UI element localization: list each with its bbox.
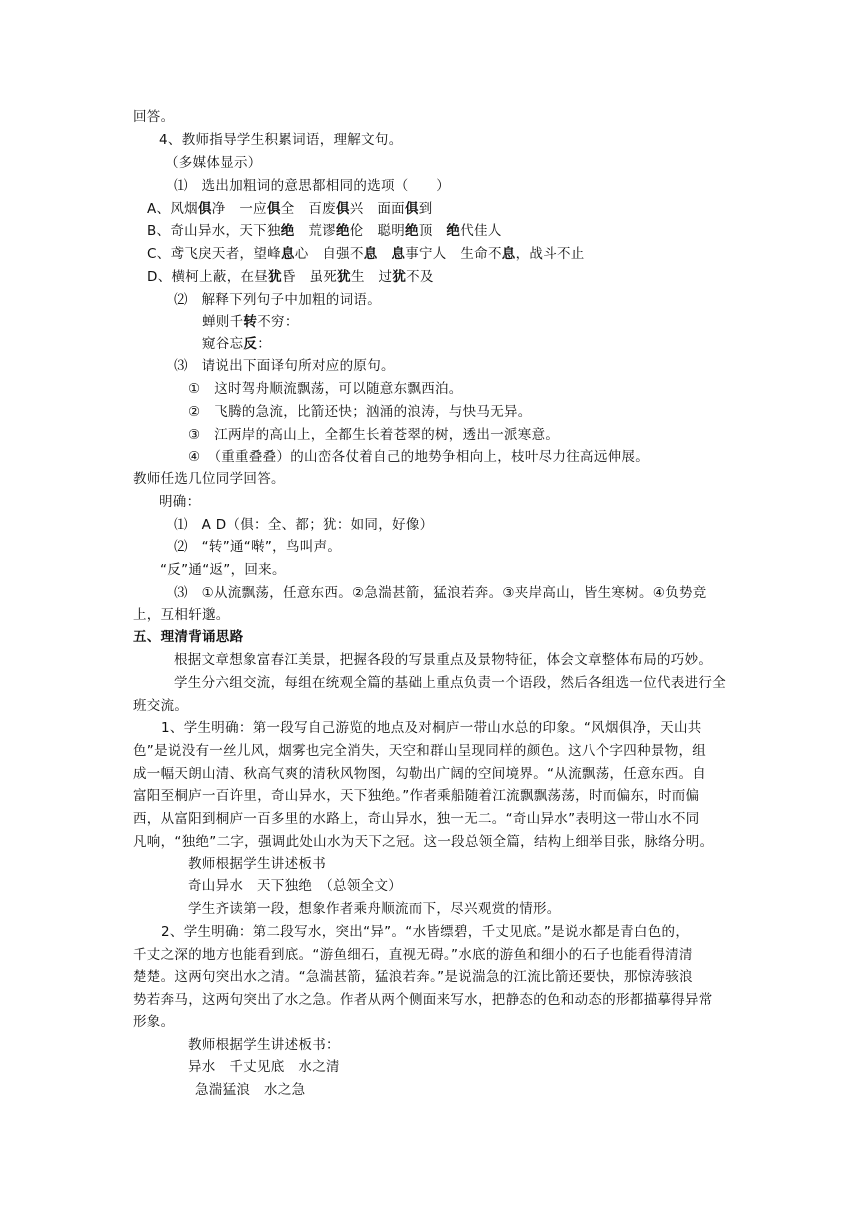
word-item-zhuan: 蝉则千转不穷： (202, 314, 299, 330)
word-item-fan: 窥谷忘反： (202, 336, 272, 352)
paragraph: 学生齐读第一段，想象作者乘舟顺流而下，尽兴观赏的情形。 (188, 901, 561, 917)
option-a: A、风烟俱净 一应俱全 百废俱兴 面面俱到 (147, 201, 433, 217)
paragraph: 1、学生明确：第一段写自己游览的地点及对桐庐一带山水总的印象。“风烟俱净，天山共 (161, 720, 702, 736)
question-2: ⑵ 解释下列句子中加粗的词语。 (174, 292, 381, 308)
answer-2b: “反”通“返”，回来。 (160, 562, 286, 578)
board-note: 奇山异水 天下独绝 （总领全文） (188, 878, 403, 894)
board-note: 异水 千丈见底 水之清 (188, 1059, 340, 1075)
text-line: 教师任选几位同学回答。 (133, 471, 285, 487)
question-1: ⑴ 选出加粗词的意思都相同的选项（ ） (174, 178, 450, 194)
answer-1: ⑴ A D（俱：全、都；犹：如同，好像） (174, 517, 434, 533)
answer-label: 明确： (159, 494, 201, 510)
paragraph-cont: 班交流。 (133, 698, 189, 714)
paragraph-cont: 千丈之深的地方也能看到底。“游鱼细石，直视无碍。”水底的游鱼和细小的石子也能看得清清 (133, 947, 693, 963)
board-note-label: 教师根据学生讲述板书 (188, 856, 326, 872)
multimedia-note: （多媒体显示） (165, 155, 262, 171)
paragraph-cont: 色”是说没有一丝儿风，烟雾也完全消失，天空和群山呈现同样的颜色。这八个字四种景物，组 (133, 743, 707, 759)
sentence-3: ③ 江两岸的高山上，全都生长着苍翠的树，透出一派寒意。 (188, 427, 560, 443)
option-d: D、横柯上蔽，在昼犹昏 虽死犹生 过犹不及 (147, 269, 434, 285)
sentence-2: ② 飞腾的急流，比箭还快；汹涌的浪涛，与快马无异。 (188, 404, 532, 420)
paragraph-cont: 西，从富阳到桐庐一百多里的水路上，奇山异水，独一无二。“奇山异水”表明这一带山水不同 (133, 811, 700, 827)
paragraph-cont: 楚楚。这两句突出水之清。“急湍甚箭，猛浪若奔。”是说湍急的江流比箭还要快，那惊涛骇浪 (133, 969, 693, 985)
answer-3: ⑶ ①从流飘荡，任意东西。②急湍甚箭，猛浪若奔。③夹岸高山，皆生寒树。④负势竞 (174, 585, 707, 601)
paragraph-cont: 成一幅天朗山清、秋高气爽的清秋风物图，勾勒出广阔的空间境界。“从流飘荡，任意东西。自 (133, 766, 707, 782)
answer-3-cont: 上，互相轩邈。 (133, 607, 230, 623)
answer-2: ⑵ “转”通“啭”，鸟叫声。 (174, 539, 342, 555)
step-4-heading: 4、教师指导学生积累词语，理解文句。 (159, 132, 403, 148)
paragraph-cont: 形象。 (133, 1014, 175, 1030)
paragraph: 根据文章想象富春江美景，把握各段的写景重点及景物特征，体会文章整体布局的巧妙。 (174, 652, 713, 668)
sentence-1: ① 这时驾舟顺流飘荡，可以随意东飘西泊。 (188, 381, 463, 397)
paragraph: 2、学生明确：第二段写水，突出“异”。“水皆缥碧，千丈见底。”是说水都是青白色的， (161, 924, 690, 940)
paragraph-cont: 势若奔马，这两句突出了水之急。作者从两个侧面来写水，把静态的色和动态的形都描摹得异常 (133, 992, 713, 1008)
sentence-4: ④ （重重叠叠）的山峦各仗着自己的地势争相向上，枝叶尽力往高远伸展。 (188, 449, 650, 465)
paragraph: 学生分六组交流，每组在统观全篇的基础上重点负责一个语段，然后各组选一位代表进行全 (174, 675, 726, 691)
question-3: ⑶ 请说出下面译句所对应的原句。 (174, 358, 395, 374)
paragraph-cont: 凡响，“独绝”二字，强调此处山水为天下之冠。这一段总领全篇，结构上细举目张，脉络分明。 (133, 834, 714, 850)
option-c: C、鸢飞戾天者，望峰息心 自强不息 息事宁人 生命不息，战斗不止 (147, 246, 585, 262)
board-note: 急湍猛浪 水之急 (195, 1082, 306, 1098)
paragraph-cont: 富阳至桐庐一百许里，奇山异水，天下独绝。”作者乘船随着江流飘飘荡荡，时而偏东，时而偏 (133, 788, 700, 804)
board-note-label: 教师根据学生讲述板书： (188, 1037, 340, 1053)
option-b: B、奇山异水，天下独绝 荒谬绝伦 聪明绝顶 绝代佳人 (147, 223, 502, 239)
section-5-heading: 五、理清背诵思路 (133, 629, 244, 645)
text-line: 回答。 (133, 109, 175, 125)
